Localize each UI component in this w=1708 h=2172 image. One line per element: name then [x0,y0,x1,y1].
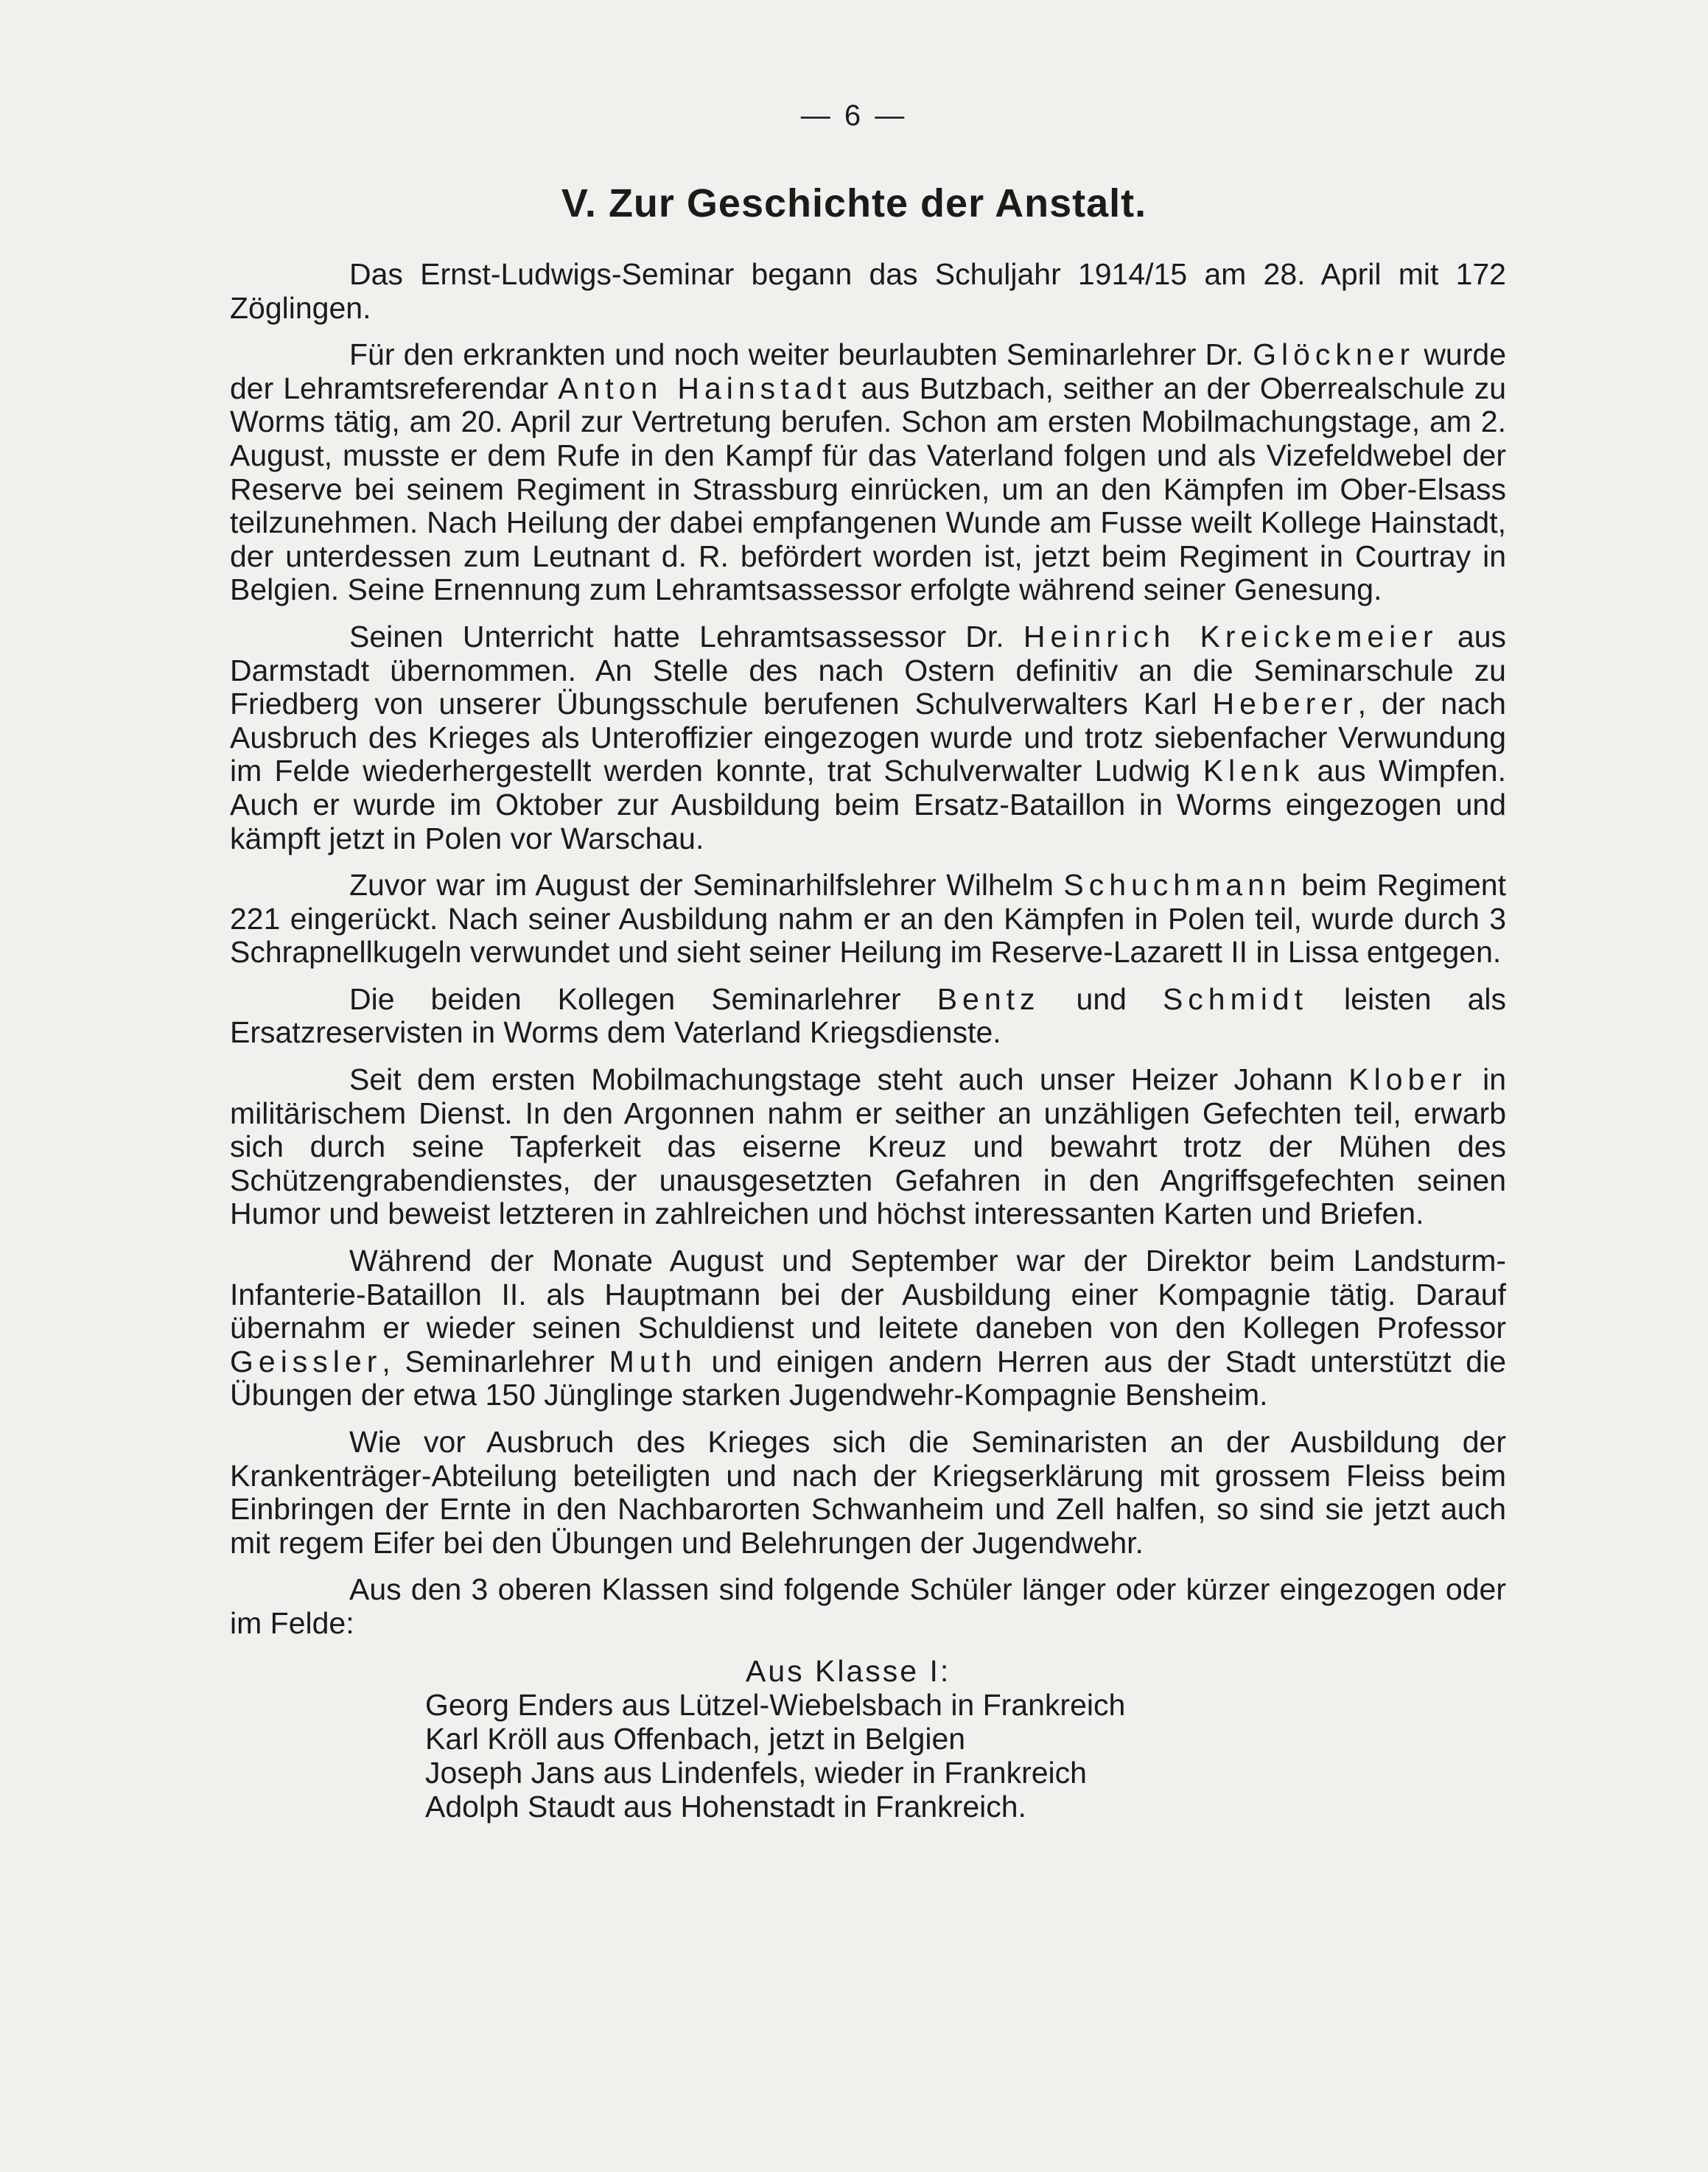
text-run: aus Darmstadt übernommen. An Stelle des nach Ostern definitiv an die Seminarschule zu Friedberg von unserer Übungsschule berufenen Schulverwalters Karl [230,619,1506,721]
text-run: und einigen andern Herren aus der Stadt unterstützt die Übungen der etwa 150 Jünglinge starken Jugendwehr-Kompagnie Bensheim. [230,1344,1506,1412]
text-run: Für den erkrankten und noch weiter beurlaubten Seminarlehrer Dr. [349,337,1253,372]
student-list [230,1688,1506,1824]
student-entry: Karl Kröll aus Offenbach, jetzt in Belgien [425,1721,966,1756]
spaced-name: Anton Hainstadt [558,371,852,405]
text-run: Wie vor Ausbruch des Krieges sich die Seminaristen an der Ausbildung der Krankenträger-Abteilung beteiligten und nach der Kriegserklärung mit grossem Fleiss beim Einbringen der Ernte in den Nachbarorten Schwanheim und Zell halfen, so sind sie jetzt auch mit regem Eifer bei den Übungen und Belehrungen der Jugendwehr. [230,1425,1506,1560]
paragraph [230,869,1506,970]
class-heading: Aus Klasse I: [746,1653,951,1688]
spaced-name: Glöckner [1253,337,1415,372]
text-run: leisten als Ersatzreservisten in Worms dem Vaterland Kriegsdienste. [230,981,1506,1050]
text-run: beim Regiment 221 eingerückt. Nach seiner Ausbildung nahm er an den Kämpfen in Polen teil, wurde durch 3 Schrapnellkugeln verwundet und sieht seiner Heilung im Reserve-Lazarett II in Lissa entgegen. [230,868,1506,970]
text-run: aus Butzbach, seither an der Oberrealschule zu Worms tätig, am 20. April zur Vertretung berufen. Schon am ersten Mobilmachungstage, am 2. August, musste er dem Rufe in den Kampf für das Vaterland folgen und als Vizefeldwebel der Reserve bei seinem Regiment in Strassburg einrücken, um an den Kämpfen im Ober-Elsass teilzunehmen. Nach Heilung der dabei empfangenen Wunde am Fusse weilt Kollege Hainstadt, der unterdessen zum Leutnant d. R. befördert worden ist, jetzt beim Regiment in Courtray in Belgien. Seine Ernennung zum Lehramtsassessor erfolgte während seiner Genesung. [230,371,1506,607]
student-entry: Joseph Jans aus Lindenfels, wieder in Frankreich [425,1755,1087,1790]
paragraph [230,258,1506,325]
page-number: — 6 — [800,99,908,132]
text-run: Aus den 3 oberen Klassen sind folgende Schüler länger oder kürzer eingezogen oder im Felde: [230,1572,1506,1640]
paragraph [230,983,1506,1050]
text-run: Das Ernst-Ludwigs-Seminar begann das Schuljahr 1914/15 am 28. April mit 172 Zöglingen. [230,257,1506,325]
text-run: wurde der Lehramtsreferendar [230,337,1506,405]
text-run: , der nach Ausbruch des Krieges als Unteroffizier eingezogen wurde und trotz siebenfacher Verwundung im Felde wiederhergestellt werden konnte, trat Schulverwalter Ludwig [230,687,1506,788]
spaced-name: Heberer [1212,687,1358,721]
body-text [230,258,1506,1824]
text-run: , Seminarlehrer [382,1344,609,1378]
paragraph [230,1573,1506,1640]
paragraph [230,620,1506,855]
paragraph [230,1244,1506,1412]
spaced-name: Schuchmann [1063,868,1292,903]
spaced-name: Muth [609,1344,697,1378]
student-entry: Georg Enders aus Lützel-Wiebelsbach in Frankreich [425,1687,1126,1722]
paragraph [230,338,1506,607]
text-run: aus Wimpfen. Auch er wurde im Oktober zur Ausbildung beim Ersatz-Bataillon in Worms eingezogen und kämpft jetzt in Polen vor Warschau. [230,754,1506,855]
text-run: Während der Monate August und September war der Direktor beim Landsturm-Infanterie-Bataillon II. als Hauptmann bei der Ausbildung einer Kompagnie tätig. Darauf übernahm er wieder seinen Schuldienst und leitete daneben von den Kollegen Professor [230,1244,1506,1345]
spaced-name: Klenk [1203,754,1305,788]
spaced-name: Klober [1348,1062,1467,1097]
student-entry: Adolph Staudt aus Hohenstadt in Frankreich. [425,1789,1026,1824]
paragraph [230,1063,1506,1231]
text-run: Seit dem ersten Mobilmachungstage steht auch unser Heizer Johann [349,1062,1349,1097]
text-run: in militärischem Dienst. In den Argonnen nahm er seither an unzähligen Gefechten teil, erwarb sich durch seine Tapferkeit das eiserne Kreuz und bewahrt trotz der Mühen des Schützengrabendienstes, der unausgesetzten Gefahren in den Angriffsgefechten seinen Humor und beweist letzteren in zahlreichen und höchst interessanten Karten und Briefen. [230,1062,1507,1231]
text-run: Die beiden Kollegen Seminarlehrer [349,981,937,1016]
spaced-name: Bentz [937,981,1040,1016]
paragraph-container [230,258,1506,1641]
section-title: V. Zur Geschichte der Anstalt. [561,181,1147,225]
text-run: und [1040,981,1163,1016]
spaced-name: Geissler [230,1344,382,1378]
text-run: Zuvor war im August der Seminarhilfslehrer Wilhelm [349,868,1064,903]
text-run: Seinen Unterricht hatte Lehramtsassessor Dr. [349,619,1023,654]
spaced-name: Schmidt [1162,981,1309,1016]
spaced-name: Heinrich Kreickemeier [1023,619,1438,654]
paragraph [230,1426,1506,1560]
